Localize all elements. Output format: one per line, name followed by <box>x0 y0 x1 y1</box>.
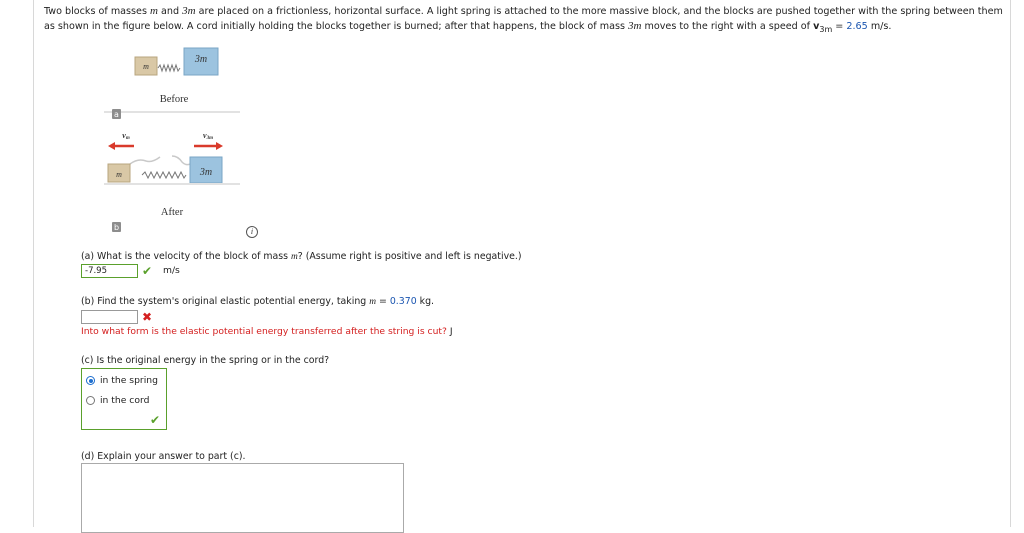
label-m-after: m <box>116 170 122 179</box>
arrow-right-head <box>216 142 223 150</box>
part-c-radio-group <box>81 368 167 430</box>
part-c-question: (c) Is the original energy in the spring or in the cord? <box>81 355 330 366</box>
part-d-question: (d) Explain your answer to part (c). <box>81 451 246 462</box>
spring-extended <box>142 172 186 178</box>
before-label: Before <box>159 94 189 105</box>
panel-b-label: b <box>113 223 120 232</box>
part-d-textarea[interactable] <box>81 463 404 533</box>
option-cord[interactable]: in the cord <box>86 395 149 406</box>
panel-a-label: a <box>114 110 119 119</box>
part-a-question: (a) What is the velocity of the block of mass m? (Assume right is positive and left is negative.) <box>81 251 522 262</box>
option-spring[interactable]: in the spring <box>86 375 158 386</box>
part-b-hint: Into what form is the elastic potential energy transferred after the string is cut? J <box>81 326 453 337</box>
problem-line-2: as shown in the figure below. A cord initially holding the blocks together is burned; after that happens, the block of mass 3m moves to the right with a speed of $v_{3m} = 2.65$ m/s. <box>44 20 892 34</box>
problem-line-1: Two blocks of masses m and 3m are placed on a frictionless, horizontal surface. A light spring is attached to the more massive block, and the blocks are pushed together with the spring between them <box>44 5 1003 17</box>
given-speed: 2.65 <box>846 21 868 32</box>
v-3m-label: v3m <box>203 131 213 141</box>
spring-compressed <box>158 65 180 71</box>
arrow-left-head <box>108 142 115 150</box>
label-3m-before: 3m <box>194 54 208 65</box>
radio-selected-icon[interactable] <box>86 376 95 385</box>
blocks-figure <box>100 44 250 244</box>
incorrect-x-icon: ✖ <box>142 310 153 324</box>
correct-check-icon: ✔ <box>142 264 153 278</box>
v-m-label: vm <box>122 131 130 141</box>
info-icon[interactable]: i <box>246 226 258 238</box>
problem-statement <box>44 4 1004 37</box>
part-b-unit: J <box>449 326 453 337</box>
part-a-unit: m/s <box>163 265 180 276</box>
label-m-before: m <box>143 62 149 71</box>
after-label: After <box>160 207 184 218</box>
burned-cord-right <box>172 156 190 165</box>
part-b-input[interactable] <box>81 310 138 324</box>
correct-check-icon: ✔ <box>150 413 161 427</box>
part-b-question: (b) Find the system's original elastic potential energy, taking m = 0.370 kg. <box>81 296 435 307</box>
burned-cord-left <box>130 157 160 164</box>
part-a-input[interactable]: -7.95 <box>81 264 138 278</box>
velocity-symbol: v <box>813 21 820 32</box>
radio-unselected-icon[interactable] <box>86 396 95 405</box>
label-3m-after: 3m <box>199 167 213 178</box>
